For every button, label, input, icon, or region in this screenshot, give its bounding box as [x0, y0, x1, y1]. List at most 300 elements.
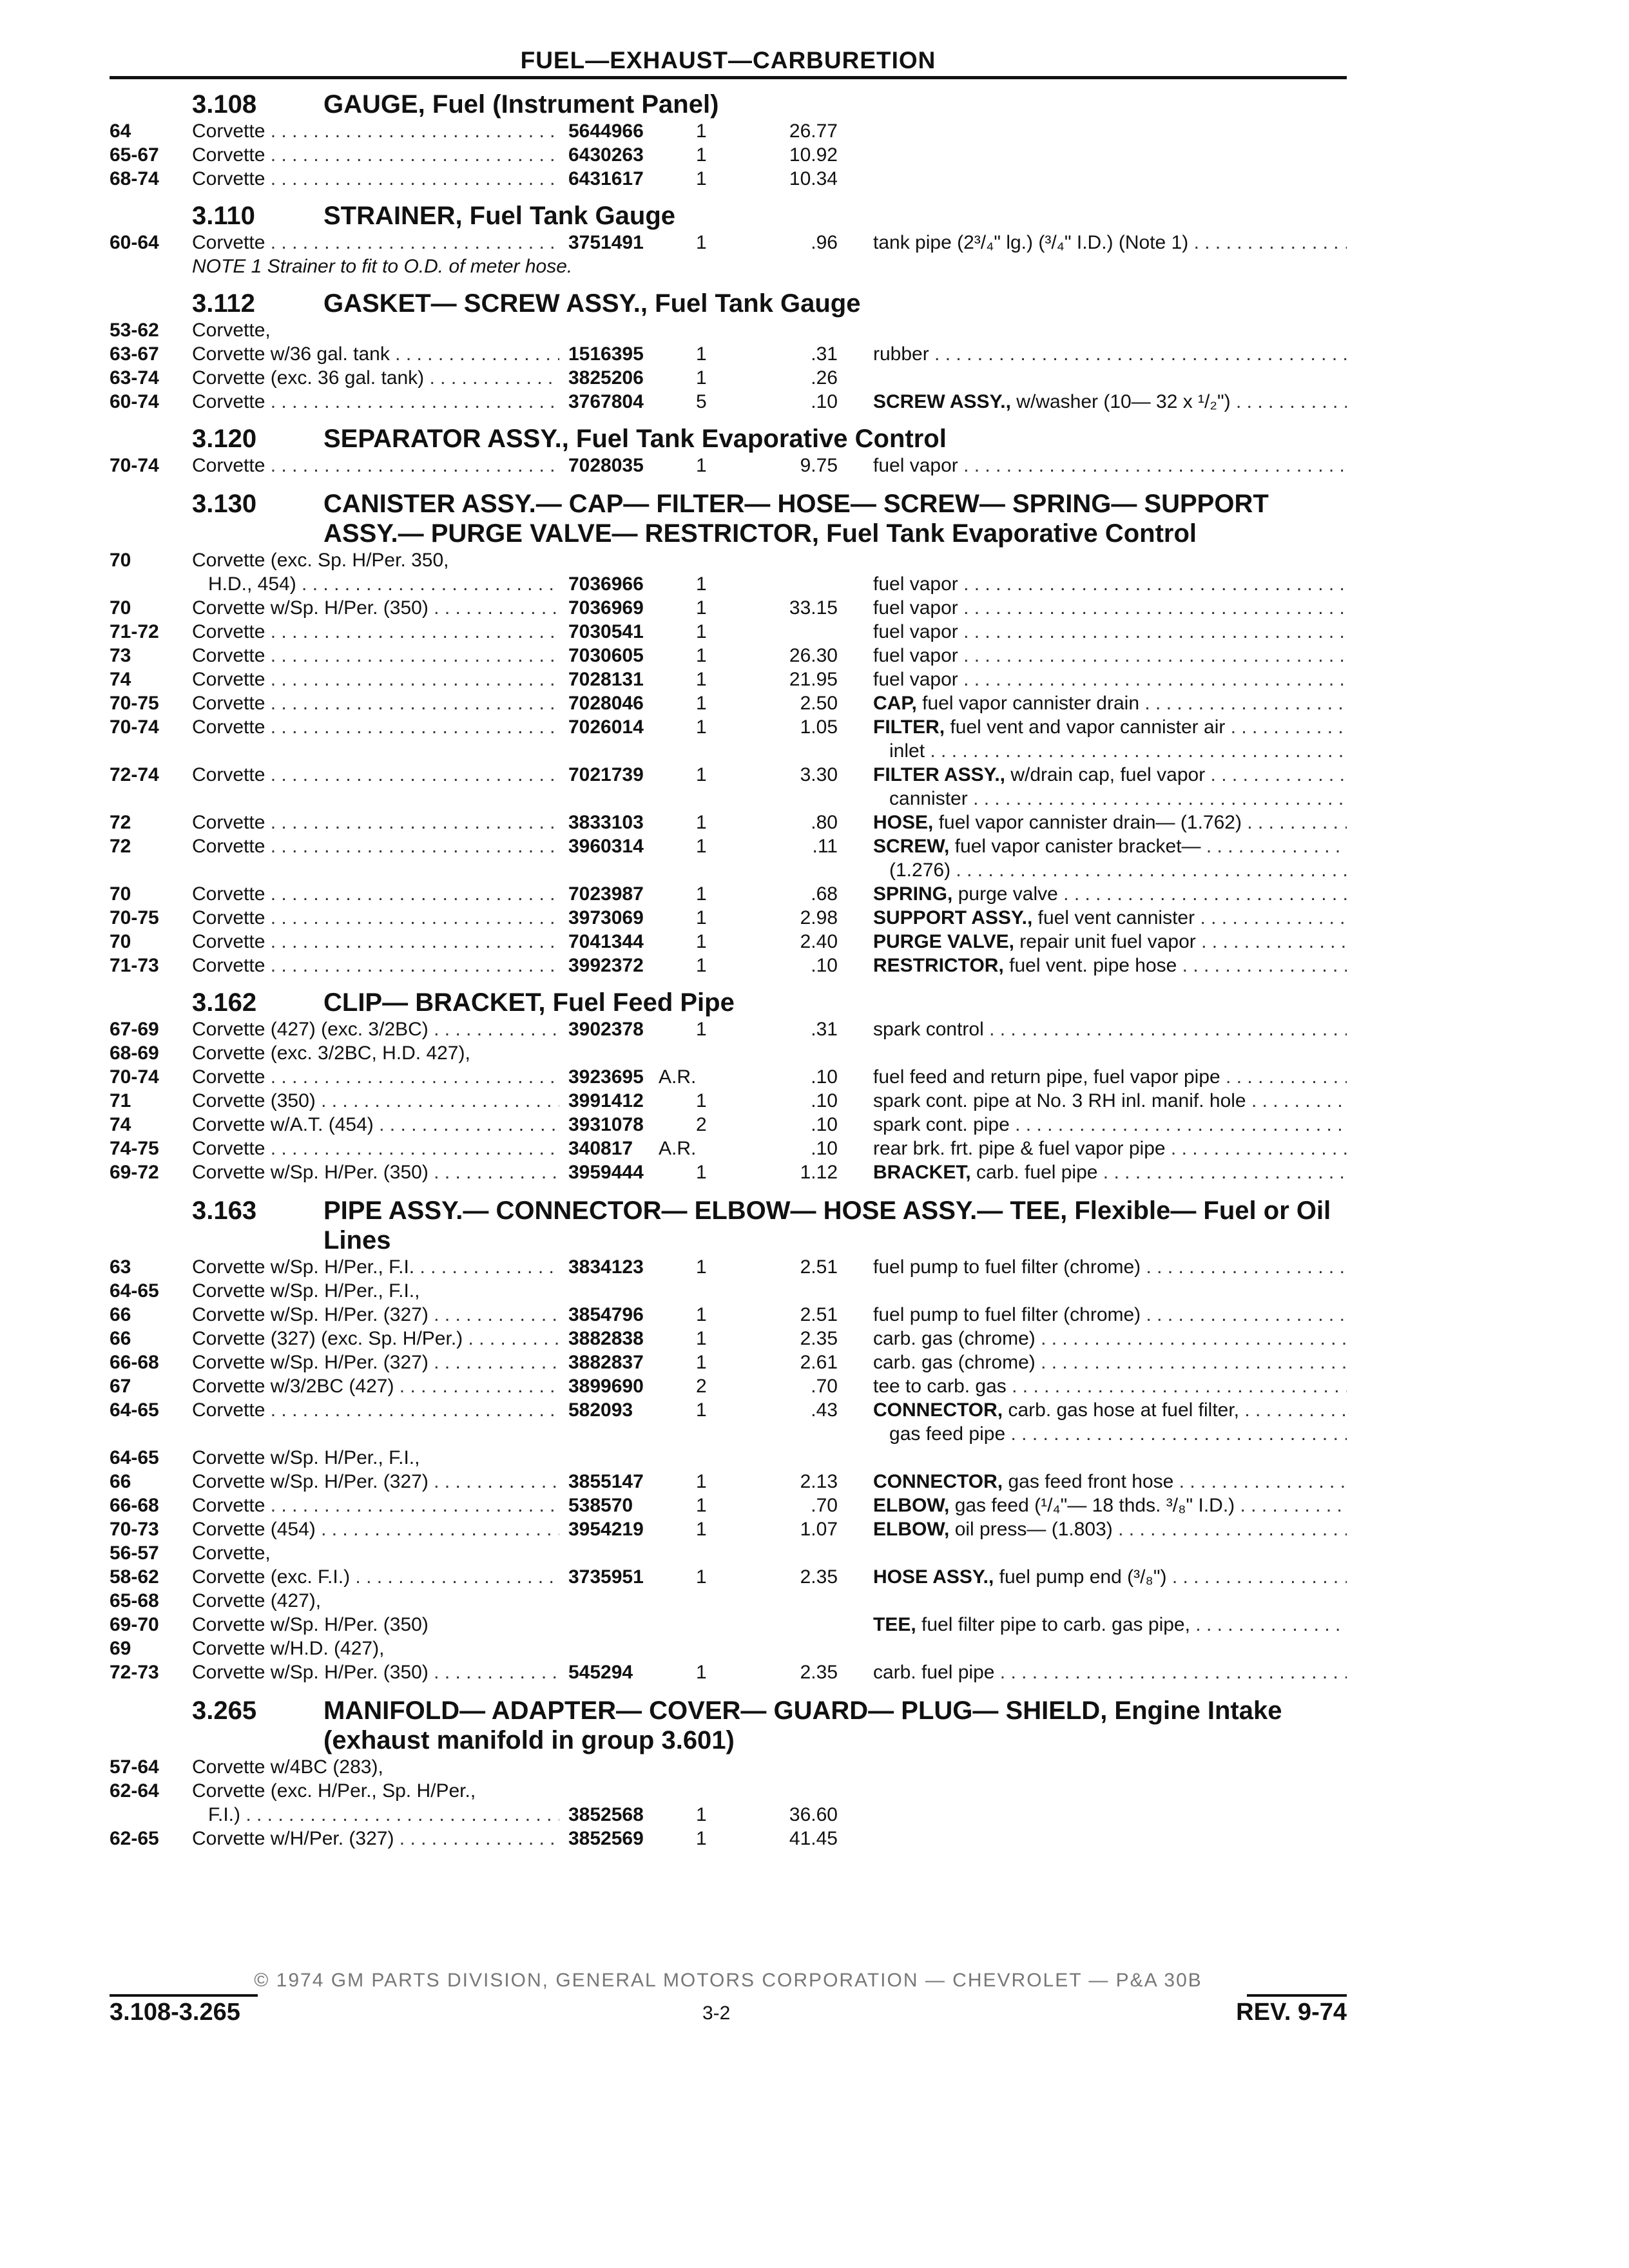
part-row — [110, 620, 1347, 644]
model-description: Corvette (exc. 3/2BC, H.D. 427), — [192, 1043, 470, 1064]
model-years: 64-65 — [110, 1447, 159, 1468]
part-row — [110, 691, 1347, 715]
quantity: 1 — [696, 455, 707, 476]
quantity: 1 — [696, 883, 707, 905]
part-number: 7021739 — [568, 764, 644, 785]
model-years: 70-74 — [110, 1066, 159, 1088]
quantity: 1 — [696, 836, 707, 857]
model-description: Corvette . . . — [192, 882, 559, 906]
part-row — [110, 1279, 1347, 1303]
part-row — [110, 763, 1347, 787]
description-text: fuel pump end (³/₈") — [999, 1566, 1167, 1588]
model-description: Corvette . . . — [192, 1065, 559, 1089]
part-description — [873, 691, 1347, 715]
description-text: fuel vapor — [873, 669, 958, 690]
part-number: 3852569 — [568, 1828, 644, 1849]
section-heading — [110, 414, 1347, 454]
quantity: 1 — [696, 907, 707, 928]
model-years: 70-75 — [110, 693, 159, 714]
part-row — [110, 1089, 1347, 1113]
price: .70 — [811, 1495, 838, 1516]
part-number: 3992372 — [568, 955, 644, 976]
model-description: Corvette w/Sp. H/Per., F.I., — [192, 1280, 420, 1302]
description-text: tee to carb. gas — [873, 1376, 1007, 1397]
price: .10 — [811, 1138, 838, 1159]
sections-container — [110, 79, 1347, 1850]
model-years: 66 — [110, 1304, 131, 1325]
description-text: gas feed (¹/₄"— 18 thds. ³/₈" I.D.) — [954, 1495, 1235, 1516]
model-description: Corvette . . . — [192, 1137, 559, 1160]
model-years: 71-73 — [110, 955, 159, 976]
part-row — [110, 1160, 1347, 1184]
price: .70 — [811, 1376, 838, 1397]
part-number: 3902378 — [568, 1019, 644, 1040]
footer-rule-left — [110, 1994, 258, 1997]
part-row — [110, 1470, 1347, 1494]
part-description — [873, 811, 1347, 834]
page-number: 3-2 — [702, 2003, 731, 2024]
part-number: 3854796 — [568, 1304, 644, 1325]
section-number: 3.120 — [192, 425, 257, 453]
model-years: 70-74 — [110, 716, 159, 738]
quantity: 1 — [696, 645, 707, 666]
price: 33.15 — [789, 597, 838, 619]
part-name: HOSE ASSY., — [873, 1566, 994, 1588]
description-text: fuel vapor — [873, 621, 958, 642]
price: .10 — [811, 1090, 838, 1111]
section-range: 3.108-3.265 — [110, 1999, 240, 2026]
price: 2.13 — [800, 1471, 838, 1492]
model-years: 74-75 — [110, 1138, 159, 1159]
model-description: Corvette . . . — [192, 691, 559, 715]
model-years: 70-75 — [110, 907, 159, 928]
price: 10.34 — [789, 168, 838, 189]
model-years: 69-70 — [110, 1614, 159, 1635]
section-number: 3.163 — [192, 1196, 257, 1225]
price: 2.51 — [800, 1304, 838, 1325]
description-text: carb. fuel pipe — [976, 1162, 1098, 1183]
quantity: 1 — [696, 168, 707, 189]
model-years: 67-69 — [110, 1019, 159, 1040]
model-description: Corvette, — [192, 320, 271, 341]
description-text: fuel vapor cannister drain — [922, 693, 1140, 714]
model-years: 70 — [110, 550, 131, 571]
part-description — [873, 930, 1347, 954]
part-row — [110, 1779, 1347, 1803]
part-row — [110, 1541, 1347, 1565]
description-text: rear brk. frt. pipe & fuel vapor pipe — [873, 1138, 1166, 1159]
part-row — [110, 390, 1347, 414]
part-name: RESTRICTOR, — [873, 955, 1004, 976]
quantity: 1 — [696, 1519, 707, 1540]
quantity: 1 — [696, 597, 707, 619]
part-number: 6430263 — [568, 144, 644, 166]
model-description: Corvette . . . — [192, 763, 559, 787]
model-description: Corvette w/H/Per. (327) . . . — [192, 1827, 559, 1850]
quantity: 1 — [696, 1019, 707, 1040]
model-description: Corvette . . . — [192, 715, 559, 739]
part-description — [873, 454, 1347, 477]
description-text: spark cont. pipe at No. 3 RH inl. manif. hole — [873, 1090, 1246, 1111]
model-description: Corvette w/A.T. (454) . . . — [192, 1113, 559, 1137]
model-years: 71 — [110, 1090, 131, 1111]
part-number: 3855147 — [568, 1471, 644, 1492]
description-text: carb. fuel pipe — [873, 1662, 995, 1683]
part-number: 3767804 — [568, 391, 644, 412]
price: 1.07 — [800, 1519, 838, 1540]
part-description — [873, 1398, 1347, 1422]
part-row — [110, 1565, 1347, 1589]
part-row — [110, 930, 1347, 954]
page-header: FUEL—EXHAUST—CARBURETION — [110, 45, 1347, 79]
part-row — [110, 1327, 1347, 1350]
price: .26 — [811, 367, 838, 389]
section-number: 3.130 — [192, 490, 257, 518]
model-description: Corvette (327) (exc. Sp. H/Per.) . . . — [192, 1327, 559, 1350]
model-years: 64-65 — [110, 1280, 159, 1302]
description-text: fuel vapor canister bracket— — [954, 836, 1201, 857]
quantity: A.R. — [659, 1138, 697, 1159]
description-text: purge valve — [958, 883, 1058, 905]
price: .31 — [811, 343, 838, 365]
part-row — [110, 1137, 1347, 1160]
model-years: 64-65 — [110, 1399, 159, 1421]
model-years: 67 — [110, 1376, 131, 1397]
price: .11 — [812, 836, 838, 857]
model-description: Corvette w/4BC (283), — [192, 1756, 383, 1778]
model-years: 68-74 — [110, 168, 159, 189]
price: 2.35 — [800, 1662, 838, 1683]
model-description: Corvette w/Sp. H/Per. (350) — [192, 1614, 429, 1635]
model-years: 70 — [110, 931, 131, 952]
model-description: Corvette (exc. H/Per., Sp. H/Per., — [192, 1780, 476, 1802]
part-row — [110, 366, 1347, 390]
model-description: Corvette (350) . . . — [192, 1089, 559, 1113]
model-description: Corvette w/Sp. H/Per. (327) . . . — [192, 1303, 559, 1327]
quantity: 1 — [696, 144, 707, 166]
model-description: Corvette . . . — [192, 954, 559, 977]
part-name: PURGE VALVE, — [873, 931, 1014, 952]
part-number: 6431617 — [568, 168, 644, 189]
description-text: spark control — [873, 1019, 984, 1040]
part-number: 7028035 — [568, 455, 644, 476]
part-name: SCREW, — [873, 836, 950, 857]
part-description — [873, 572, 1347, 596]
section-number: 3.108 — [192, 90, 257, 119]
model-years: 62-64 — [110, 1780, 159, 1802]
description-text: spark cont. pipe — [873, 1114, 1010, 1135]
part-number: 3882837 — [568, 1352, 644, 1373]
model-description: Corvette . . . — [192, 1494, 559, 1517]
price: .10 — [811, 391, 838, 412]
part-name: FILTER ASSY., — [873, 764, 1006, 785]
model-years: 72 — [110, 836, 131, 857]
model-years: 65-68 — [110, 1590, 159, 1611]
quantity: 1 — [696, 573, 707, 595]
price: 2.98 — [800, 907, 838, 928]
section-heading — [110, 1684, 1347, 1755]
part-row — [110, 715, 1347, 739]
quantity: 1 — [696, 1662, 707, 1683]
price: 10.92 — [789, 144, 838, 166]
model-years: 69-72 — [110, 1162, 159, 1183]
model-description: Corvette (454) . . . — [192, 1517, 559, 1541]
quantity: 1 — [696, 812, 707, 833]
part-description — [873, 1017, 1347, 1041]
model-description: Corvette w/Sp. H/Per., F.I. . . . — [192, 1255, 559, 1279]
model-years: 70-74 — [110, 455, 159, 476]
price: 41.45 — [789, 1828, 838, 1849]
price: 2.35 — [800, 1328, 838, 1349]
price: 26.30 — [789, 645, 838, 666]
part-name: FILTER, — [873, 716, 945, 738]
part-name: ELBOW, — [873, 1519, 950, 1540]
description-text: carb. gas hose at fuel filter, — [1008, 1399, 1240, 1421]
model-years: 72-73 — [110, 1662, 159, 1683]
model-description: F.I.) . . . — [192, 1803, 559, 1827]
price: .10 — [811, 955, 838, 976]
part-number: 545294 — [568, 1662, 633, 1683]
section-number: 3.265 — [192, 1696, 257, 1725]
model-years: 58-62 — [110, 1566, 159, 1588]
part-name: SPRING, — [873, 883, 953, 905]
part-description — [873, 342, 1347, 366]
price: .68 — [811, 883, 838, 905]
part-description — [873, 1470, 1347, 1494]
section-heading — [110, 977, 1347, 1017]
model-years: 56-57 — [110, 1542, 159, 1564]
part-name: ELBOW, — [873, 1495, 950, 1516]
section-heading — [110, 1184, 1347, 1255]
part-number: 3959444 — [568, 1162, 644, 1183]
quantity: 1 — [696, 955, 707, 976]
part-number: 7026014 — [568, 716, 644, 738]
model-description: Corvette . . . — [192, 454, 559, 477]
description-text: fuel pump to fuel filter (chrome) — [873, 1304, 1141, 1325]
part-name: HOSE, — [873, 812, 934, 833]
quantity: 1 — [696, 764, 707, 785]
description-text: fuel pump to fuel filter (chrome) — [873, 1256, 1141, 1278]
section-heading — [110, 79, 1347, 119]
part-description — [873, 858, 1347, 882]
part-number: 3923695 — [568, 1066, 644, 1088]
price: .31 — [811, 1019, 838, 1040]
section-title: GAUGE, Fuel (Instrument Panel) — [323, 90, 719, 119]
part-row — [110, 1827, 1347, 1850]
model-years: 70 — [110, 883, 131, 905]
part-number: 3852568 — [568, 1804, 644, 1825]
part-description — [873, 1350, 1347, 1374]
description-text: gas feed pipe — [873, 1423, 1006, 1445]
part-name: BRACKET, — [873, 1162, 971, 1183]
model-description: Corvette . . . — [192, 834, 559, 858]
part-row — [110, 143, 1347, 167]
part-number: 3882838 — [568, 1328, 644, 1349]
part-description — [873, 1565, 1347, 1589]
model-description: Corvette . . . — [192, 167, 559, 191]
quantity: 2 — [696, 1114, 707, 1135]
price: .80 — [811, 812, 838, 833]
section-heading — [110, 278, 1347, 318]
model-description: Corvette . . . — [192, 231, 559, 255]
part-description — [873, 763, 1347, 787]
part-number: 3825206 — [568, 367, 644, 389]
catalog-page — [110, 45, 1347, 1850]
section-number: 3.162 — [192, 988, 257, 1017]
part-description — [873, 787, 1347, 811]
description-text: fuel filter pipe to carb. gas pipe, — [921, 1614, 1190, 1635]
description-text: rubber — [873, 343, 929, 365]
model-description: Corvette . . . — [192, 906, 559, 930]
part-number: 3899690 — [568, 1376, 644, 1397]
model-description: Corvette, — [192, 1542, 271, 1564]
model-years: 63 — [110, 1256, 131, 1278]
quantity: 1 — [696, 931, 707, 952]
price: 2.40 — [800, 931, 838, 952]
model-years: 68-69 — [110, 1043, 159, 1064]
model-years: 57-64 — [110, 1756, 159, 1778]
part-number: 7036969 — [568, 597, 644, 619]
part-row — [110, 167, 1347, 191]
price: .96 — [811, 232, 838, 253]
part-name: TEE, — [873, 1614, 916, 1635]
price: 2.61 — [800, 1352, 838, 1373]
part-number: 582093 — [568, 1399, 633, 1421]
description-text: fuel feed and return pipe, fuel vapor pipe — [873, 1066, 1220, 1088]
part-name: SCREW ASSY., — [873, 391, 1011, 412]
part-description — [873, 390, 1347, 414]
description-text: w/drain cap, fuel vapor — [1010, 764, 1206, 785]
part-row — [110, 1041, 1347, 1065]
part-number: 5644966 — [568, 120, 644, 142]
part-number: 7041344 — [568, 931, 644, 952]
price: .10 — [811, 1114, 838, 1135]
part-row — [110, 1446, 1347, 1470]
part-number: 1516395 — [568, 343, 644, 365]
quantity: 1 — [696, 1495, 707, 1516]
description-text: fuel vapor — [873, 573, 958, 595]
part-row — [110, 787, 1347, 811]
part-number: 7036966 — [568, 573, 644, 595]
model-description: Corvette w/Sp. H/Per. (350) . . . — [192, 1660, 559, 1684]
part-row — [110, 454, 1347, 477]
description-text: tank pipe (2³/₄" lg.) (³/₄" I.D.) (Note 1) — [873, 232, 1189, 253]
part-description — [873, 1327, 1347, 1350]
part-number: 3973069 — [568, 907, 644, 928]
model-description: Corvette w/Sp. H/Per. (327) . . . — [192, 1350, 559, 1374]
description-text: w/washer (10— 32 x ¹/₂") — [1016, 391, 1231, 412]
model-description: Corvette . . . — [192, 811, 559, 834]
part-description — [873, 1303, 1347, 1327]
model-years: 66 — [110, 1328, 131, 1349]
part-number: 3954219 — [568, 1519, 644, 1540]
part-row — [110, 811, 1347, 834]
part-row — [110, 906, 1347, 930]
part-description — [873, 596, 1347, 620]
part-row — [110, 318, 1347, 342]
quantity: 1 — [696, 1566, 707, 1588]
section-title: MANIFOLD— ADAPTER— COVER— GUARD— PLUG— SHIELD, Engine Intake (exhaust manifold in group 3.601) — [323, 1696, 1282, 1754]
quantity: 1 — [696, 1256, 707, 1278]
quantity: 1 — [696, 1471, 707, 1492]
part-row — [110, 1660, 1347, 1684]
part-description — [873, 715, 1347, 739]
part-row — [110, 1755, 1347, 1779]
model-years: 65-67 — [110, 144, 159, 166]
model-description: Corvette w/Sp. H/Per. (327) . . . — [192, 1470, 559, 1494]
model-description: Corvette (427), — [192, 1590, 322, 1611]
part-row — [110, 119, 1347, 143]
part-number: 3931078 — [568, 1114, 644, 1135]
model-description: Corvette . . . — [192, 143, 559, 167]
quantity: 1 — [696, 120, 707, 142]
section-title: CLIP— BRACKET, Fuel Feed Pipe — [323, 988, 735, 1017]
part-row — [110, 1374, 1347, 1398]
model-years: 66-68 — [110, 1495, 159, 1516]
part-row — [110, 1398, 1347, 1422]
model-description: NOTE 1 Strainer to fit to O.D. of meter hose. — [192, 256, 573, 277]
part-number: 7028131 — [568, 669, 644, 690]
description-text: cannister — [873, 788, 968, 809]
model-description: Corvette . . . — [192, 668, 559, 691]
model-years: 63-67 — [110, 343, 159, 365]
model-years: 62-65 — [110, 1828, 159, 1849]
part-name: CONNECTOR, — [873, 1471, 1003, 1492]
model-years: 70-73 — [110, 1519, 159, 1540]
model-description: Corvette . . . — [192, 620, 559, 644]
quantity: 1 — [696, 1090, 707, 1111]
price: 3.30 — [800, 764, 838, 785]
part-description — [873, 1517, 1347, 1541]
part-number: 340817 — [568, 1138, 633, 1159]
part-description — [873, 644, 1347, 668]
price: 2.51 — [800, 1256, 838, 1278]
section-title: STRAINER, Fuel Tank Gauge — [323, 202, 675, 230]
part-row — [110, 858, 1347, 882]
part-number: 3991412 — [568, 1090, 644, 1111]
description-text: fuel vapor — [873, 645, 958, 666]
section-number: 3.110 — [192, 202, 255, 230]
part-row — [110, 668, 1347, 691]
description-text: inlet — [873, 740, 925, 762]
part-row — [110, 1113, 1347, 1137]
model-description: Corvette w/Sp. H/Per., F.I., — [192, 1447, 420, 1468]
part-description — [873, 620, 1347, 644]
part-description — [873, 1065, 1347, 1089]
part-number: 7023987 — [568, 883, 644, 905]
part-row — [110, 596, 1347, 620]
section-heading — [110, 191, 1347, 231]
part-description — [873, 739, 1347, 763]
part-row — [110, 1303, 1347, 1327]
part-row — [110, 1255, 1347, 1279]
part-row — [110, 572, 1347, 596]
model-years: 66 — [110, 1471, 131, 1492]
model-description: Corvette (427) (exc. 3/2BC) . . . — [192, 1017, 559, 1041]
part-row — [110, 1803, 1347, 1827]
section-title: SEPARATOR ASSY., Fuel Tank Evaporative Control — [323, 425, 947, 453]
model-years: 66-68 — [110, 1352, 159, 1373]
part-row — [110, 1017, 1347, 1041]
description-text: fuel vapor — [873, 455, 958, 476]
part-number: 3751491 — [568, 232, 644, 253]
model-description: Corvette (exc. Sp. H/Per. 350, — [192, 550, 449, 571]
model-years: 69 — [110, 1638, 131, 1659]
part-name: CONNECTOR, — [873, 1399, 1003, 1421]
description-text: carb. gas (chrome) — [873, 1328, 1036, 1349]
part-number: 7028046 — [568, 693, 644, 714]
part-row — [110, 1613, 1347, 1637]
